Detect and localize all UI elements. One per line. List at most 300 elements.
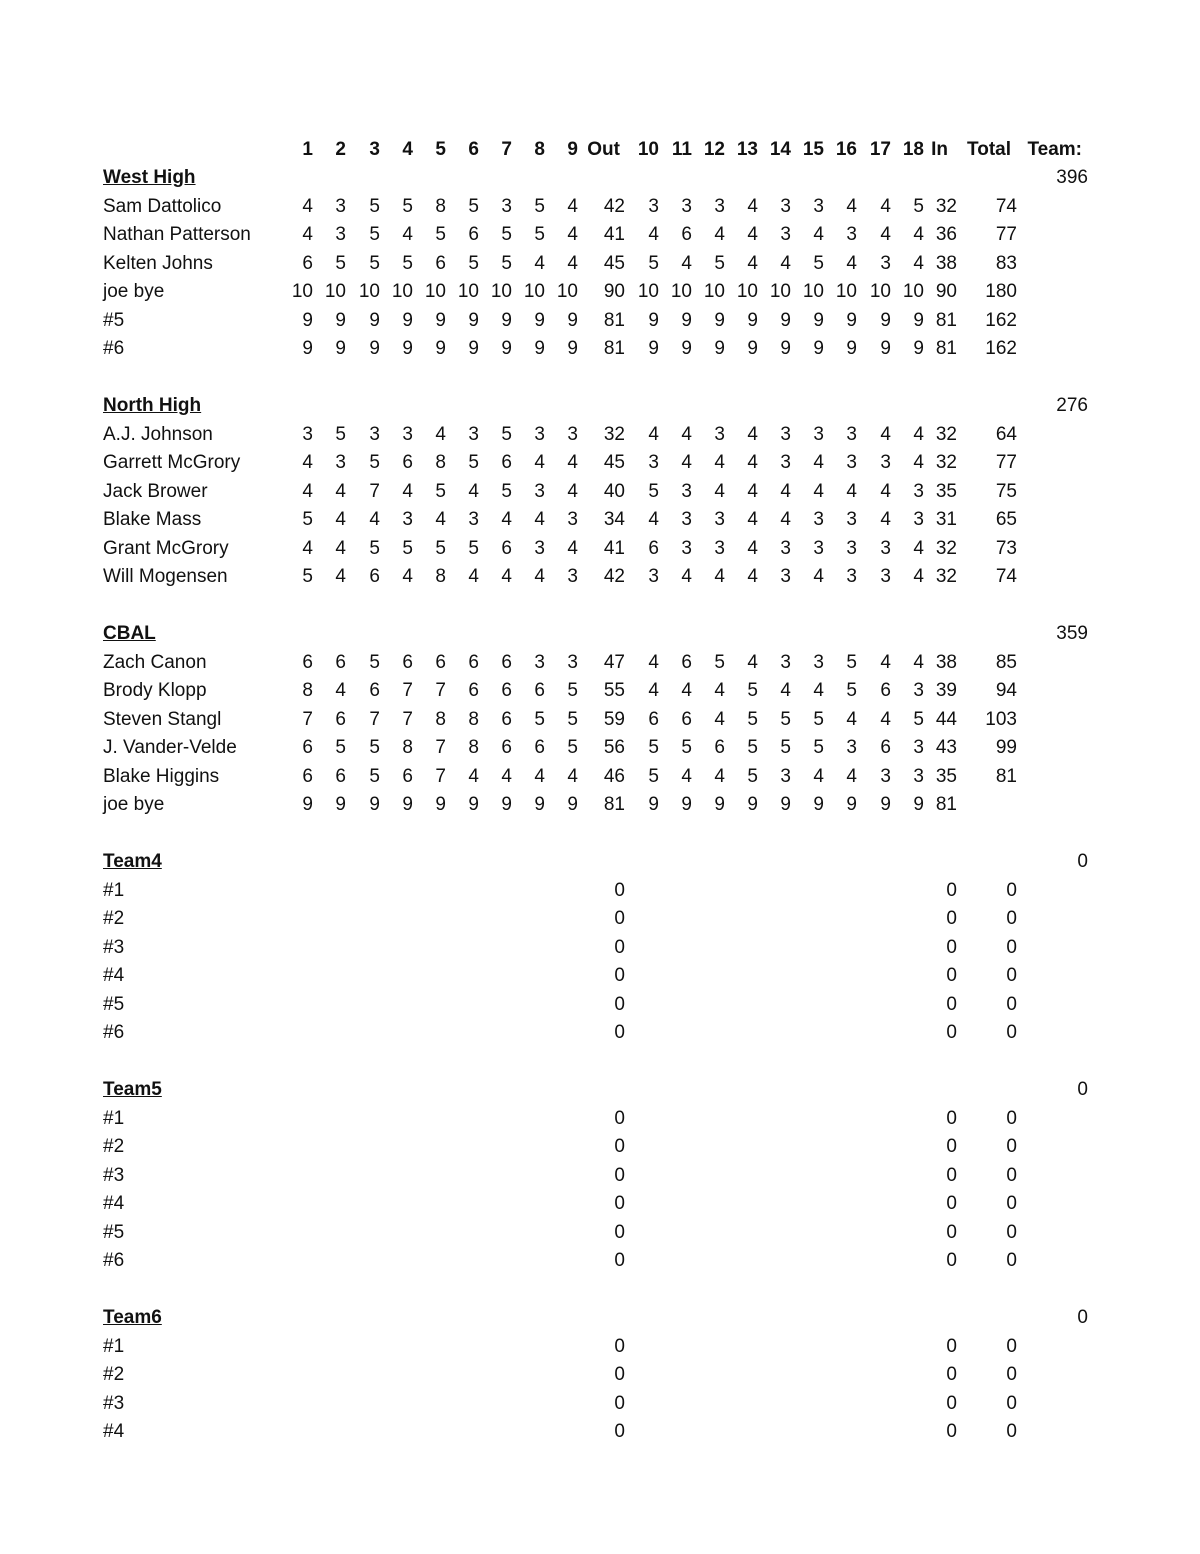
hole-score: 10 [490,281,512,302]
player-name: #5 [103,309,125,331]
hole-score: 8 [402,737,413,758]
hole-score: 4 [567,765,578,787]
out-score: 0 [614,993,625,1015]
player-name: Grant McGrory [103,537,229,559]
hole-score: 5 [780,737,791,758]
hole-score: 6 [501,708,512,730]
player-row [0,1418,1200,1446]
player-name: #6 [103,1022,125,1043]
total-score: 0 [1006,1107,1017,1129]
hole-score: 5 [567,737,578,758]
hole-score: 4 [534,252,545,274]
out-score: 0 [614,1221,625,1243]
hole-score: 6 [302,651,313,673]
hole-score: 8 [302,680,313,701]
hole-score: 9 [913,794,924,815]
hole-score: 8 [468,737,479,758]
hole-score: 8 [435,195,446,217]
hole-score: 9 [567,794,578,815]
player-row [0,1390,1200,1418]
hole-score: 4 [648,423,659,445]
hole-score: 5 [648,252,659,274]
hole-score: 4 [681,680,692,701]
hole-score: 9 [501,794,512,815]
in-score: 32 [935,537,957,559]
hole-score: 5 [714,651,725,673]
out-score: 42 [603,195,625,217]
hole-score: 4 [335,509,346,530]
hole-score: 9 [435,794,446,815]
hole-score: 4 [846,708,857,730]
total-score: 83 [995,252,1017,274]
column-header: 1 [302,139,313,160]
column-header: 6 [468,139,479,160]
hole-score: 8 [435,566,446,587]
hole-score: 10 [324,281,346,302]
hole-score: 10 [424,281,446,302]
hole-score: 5 [567,680,578,701]
out-score: 81 [603,338,625,359]
player-row [0,563,1200,591]
hole-score: 4 [913,252,924,274]
player-row [0,962,1200,990]
hole-score: 3 [780,195,791,217]
hole-score: 4 [402,480,413,502]
hole-score: 10 [769,281,791,302]
hole-score: 4 [402,224,413,245]
hole-score: 4 [747,651,758,673]
player-row [0,535,1200,563]
in-score: 0 [946,1421,957,1442]
hole-score: 5 [369,452,380,473]
hole-score: 3 [880,252,891,274]
player-name: #2 [103,1136,125,1157]
player-name: Blake Mass [103,509,202,530]
hole-score: 4 [880,480,891,502]
hole-score: 4 [780,480,791,502]
hole-score: 3 [335,224,346,245]
in-score: 0 [946,1164,957,1186]
hole-score: 5 [501,224,512,245]
hole-score: 6 [369,566,380,587]
player-row [0,1247,1200,1275]
player-name: #4 [103,1193,125,1214]
hole-score: 3 [780,423,791,445]
hole-score: 5 [435,537,446,559]
hole-score: 4 [813,566,824,587]
total-score: 0 [1006,1022,1017,1043]
hole-score: 5 [468,452,479,473]
hole-score: 10 [358,281,380,302]
hole-score: 9 [780,338,791,359]
hole-score: 4 [335,566,346,587]
out-score: 90 [603,281,625,302]
column-header: 12 [703,139,725,160]
hole-score: 7 [435,737,446,758]
hole-score: 9 [880,794,891,815]
hole-score: 4 [913,224,924,245]
hole-score: 3 [648,566,659,587]
out-score: 0 [614,1193,625,1214]
hole-score: 6 [501,680,512,701]
hole-score: 9 [501,338,512,359]
team-name: North High [103,395,202,416]
hole-score: 6 [648,537,659,559]
team-total: 0 [1077,1079,1088,1100]
hole-score: 4 [913,651,924,673]
hole-score: 5 [369,537,380,559]
player-row [0,1219,1200,1247]
hole-score: 3 [681,480,692,502]
player-row [0,649,1200,677]
hole-score: 3 [567,423,578,445]
column-header: 15 [802,139,824,160]
hole-score: 9 [402,794,413,815]
column-header: 8 [534,139,545,160]
hole-score: 3 [567,651,578,673]
hole-score: 4 [747,537,758,559]
in-score: 0 [946,879,957,901]
out-score: 42 [603,566,625,587]
in-score: 81 [935,338,957,359]
hole-score: 10 [523,281,545,302]
hole-score: 5 [846,680,857,701]
hole-score: 9 [880,338,891,359]
hole-score: 4 [335,680,346,701]
hole-score: 3 [813,423,824,445]
in-score: 0 [946,993,957,1015]
hole-score: 9 [846,338,857,359]
hole-score: 9 [534,338,545,359]
out-score: 45 [603,252,625,274]
player-row [0,250,1200,278]
hole-score: 10 [457,281,479,302]
hole-score: 3 [913,765,924,787]
hole-score: 7 [369,708,380,730]
player-row [0,791,1200,819]
hole-score: 5 [369,765,380,787]
hole-score: 4 [880,195,891,217]
total-score: 0 [1006,1335,1017,1357]
column-header: 16 [835,139,857,160]
hole-score: 4 [567,480,578,502]
hole-score: 3 [534,480,545,502]
hole-score: 3 [468,423,479,445]
hole-score: 9 [813,338,824,359]
hole-score: 9 [648,338,659,359]
team-name: Team5 [103,1079,162,1100]
player-row [0,193,1200,221]
hole-score: 4 [780,680,791,701]
hole-score: 4 [681,566,692,587]
player-name: Garrett McGrory [103,452,241,473]
hole-score: 5 [302,509,313,530]
hole-score: 6 [714,737,725,758]
hole-score: 9 [369,794,380,815]
hole-score: 4 [534,765,545,787]
total-score: 0 [1006,1164,1017,1186]
player-name: #5 [103,1221,125,1243]
player-row [0,1162,1200,1190]
team-header-row [0,848,1200,876]
hole-score: 9 [567,338,578,359]
hole-score: 9 [435,309,446,331]
hole-score: 4 [747,480,758,502]
hole-score: 4 [714,680,725,701]
out-score: 0 [614,1164,625,1186]
hole-score: 5 [648,480,659,502]
hole-score: 4 [567,252,578,274]
hole-score: 4 [567,452,578,473]
hole-score: 9 [302,309,313,331]
hole-score: 5 [435,224,446,245]
hole-score: 4 [302,480,313,502]
hole-score: 6 [402,452,413,473]
hole-score: 3 [714,195,725,217]
total-score: 0 [1006,965,1017,986]
player-row [0,1333,1200,1361]
out-score: 41 [603,537,625,559]
hole-score: 5 [501,423,512,445]
hole-score: 4 [747,224,758,245]
hole-score: 4 [714,480,725,502]
hole-score: 5 [369,224,380,245]
player-row [0,706,1200,734]
in-score: 38 [935,252,957,274]
total-score: 94 [995,680,1017,701]
hole-score: 5 [534,708,545,730]
team-total: 396 [1056,167,1088,188]
player-row [0,221,1200,249]
hole-score: 3 [780,224,791,245]
hole-score: 5 [747,680,758,701]
hole-score: 4 [648,509,659,530]
hole-score: 3 [880,765,891,787]
hole-score: 9 [846,309,857,331]
hole-score: 10 [835,281,857,302]
hole-score: 9 [714,338,725,359]
hole-score: 6 [302,737,313,758]
out-score: 55 [603,680,625,701]
player-name: Will Mogensen [103,566,228,587]
hole-score: 3 [681,537,692,559]
column-header-row [0,136,1200,164]
hole-score: 4 [335,537,346,559]
out-score: 56 [603,737,625,758]
player-name: #3 [103,936,125,958]
hole-score: 9 [813,309,824,331]
player-name: #1 [103,1107,125,1129]
team-name: West High [103,167,196,188]
column-header: 17 [869,139,891,160]
out-score: 34 [603,509,625,530]
team-header-row [0,392,1200,420]
team-total: 276 [1056,395,1088,416]
hole-score: 9 [468,309,479,331]
player-row [0,905,1200,933]
hole-score: 4 [501,566,512,587]
hole-score: 3 [913,480,924,502]
hole-score: 6 [302,765,313,787]
total-score: 0 [1006,993,1017,1015]
hole-score: 3 [335,195,346,217]
hole-score: 4 [880,423,891,445]
hole-score: 6 [335,651,346,673]
total-score: 65 [995,509,1017,530]
total-score: 0 [1006,1136,1017,1157]
hole-score: 4 [681,423,692,445]
in-score: 81 [935,309,957,331]
player-name: Sam Dattolico [103,195,222,217]
total-score: 74 [995,195,1017,217]
hole-score: 5 [501,252,512,274]
hole-score: 4 [681,452,692,473]
hole-score: 4 [468,765,479,787]
player-name: joe bye [103,794,165,815]
hole-score: 4 [302,452,313,473]
player-row [0,1133,1200,1161]
hole-score: 5 [714,252,725,274]
hole-score: 10 [556,281,578,302]
out-score: 32 [603,423,625,445]
out-score: 0 [614,1107,625,1129]
hole-score: 4 [880,708,891,730]
column-header: 14 [769,139,791,160]
hole-score: 3 [846,737,857,758]
hole-score: 5 [747,737,758,758]
hole-score: 4 [813,765,824,787]
column-header: 10 [637,139,659,160]
player-row [0,335,1200,363]
hole-score: 4 [846,480,857,502]
in-score: 0 [946,1392,957,1414]
total-score: 0 [1006,1364,1017,1385]
total-score: 0 [1006,1193,1017,1214]
player-row [0,934,1200,962]
out-score: 0 [614,1421,625,1442]
hole-score: 5 [435,480,446,502]
hole-score: 3 [648,452,659,473]
hole-score: 9 [714,794,725,815]
hole-score: 9 [369,309,380,331]
hole-score: 9 [846,794,857,815]
hole-score: 3 [846,452,857,473]
hole-score: 6 [435,252,446,274]
hole-score: 5 [369,195,380,217]
hole-score: 9 [747,309,758,331]
player-name: #2 [103,908,125,929]
hole-score: 3 [780,537,791,559]
hole-score: 9 [335,794,346,815]
player-name: Zach Canon [103,651,207,673]
column-header: 3 [369,139,380,160]
in-score: 38 [935,651,957,673]
hole-score: 3 [846,224,857,245]
hole-score: 10 [703,281,725,302]
player-row [0,506,1200,534]
hole-score: 3 [567,509,578,530]
hole-score: 9 [681,309,692,331]
hole-score: 9 [813,794,824,815]
total-score: 103 [985,708,1017,730]
hole-score: 3 [534,423,545,445]
hole-score: 4 [747,195,758,217]
hole-score: 9 [302,338,313,359]
hole-score: 3 [714,423,725,445]
hole-score: 4 [880,651,891,673]
hole-score: 3 [567,566,578,587]
total-score: 99 [995,737,1017,758]
hole-score: 9 [468,338,479,359]
hole-score: 9 [435,338,446,359]
player-row [0,677,1200,705]
hole-score: 3 [880,537,891,559]
hole-score: 5 [335,252,346,274]
hole-score: 6 [402,765,413,787]
hole-score: 4 [302,224,313,245]
hole-score: 9 [780,794,791,815]
hole-score: 9 [913,338,924,359]
hole-score: 4 [714,224,725,245]
in-score: 35 [935,480,957,502]
out-score: 46 [603,765,625,787]
player-row [0,278,1200,306]
player-name: #6 [103,1250,125,1271]
hole-score: 4 [813,480,824,502]
hole-score: 9 [681,338,692,359]
hole-score: 3 [681,195,692,217]
hole-score: 7 [302,708,313,730]
hole-score: 9 [335,338,346,359]
hole-score: 9 [780,309,791,331]
hole-score: 4 [813,680,824,701]
hole-score: 3 [913,737,924,758]
hole-score: 4 [567,195,578,217]
hole-score: 3 [813,651,824,673]
hole-score: 5 [369,252,380,274]
column-header: 4 [402,139,413,160]
total-score: 162 [985,309,1017,331]
hole-score: 6 [369,680,380,701]
player-row [0,1105,1200,1133]
hole-score: 6 [302,252,313,274]
player-name: #1 [103,1335,125,1357]
hole-score: 8 [435,452,446,473]
hole-score: 9 [402,338,413,359]
hole-score: 9 [913,309,924,331]
column-header: 11 [671,139,692,160]
hole-score: 3 [813,195,824,217]
hole-score: 5 [648,737,659,758]
column-header: 18 [902,139,924,160]
out-score: 59 [603,708,625,730]
hole-score: 4 [747,509,758,530]
total-score: 0 [1006,879,1017,901]
column-header: In [931,139,948,160]
hole-score: 4 [913,537,924,559]
hole-score: 3 [780,566,791,587]
team-header-row [0,1304,1200,1332]
hole-score: 7 [402,680,413,701]
total-score: 77 [995,452,1017,473]
hole-score: 4 [846,765,857,787]
player-row [0,734,1200,762]
in-score: 0 [946,1107,957,1129]
hole-score: 4 [913,566,924,587]
in-score: 32 [935,423,957,445]
total-score: 0 [1006,1221,1017,1243]
hole-score: 5 [302,566,313,587]
